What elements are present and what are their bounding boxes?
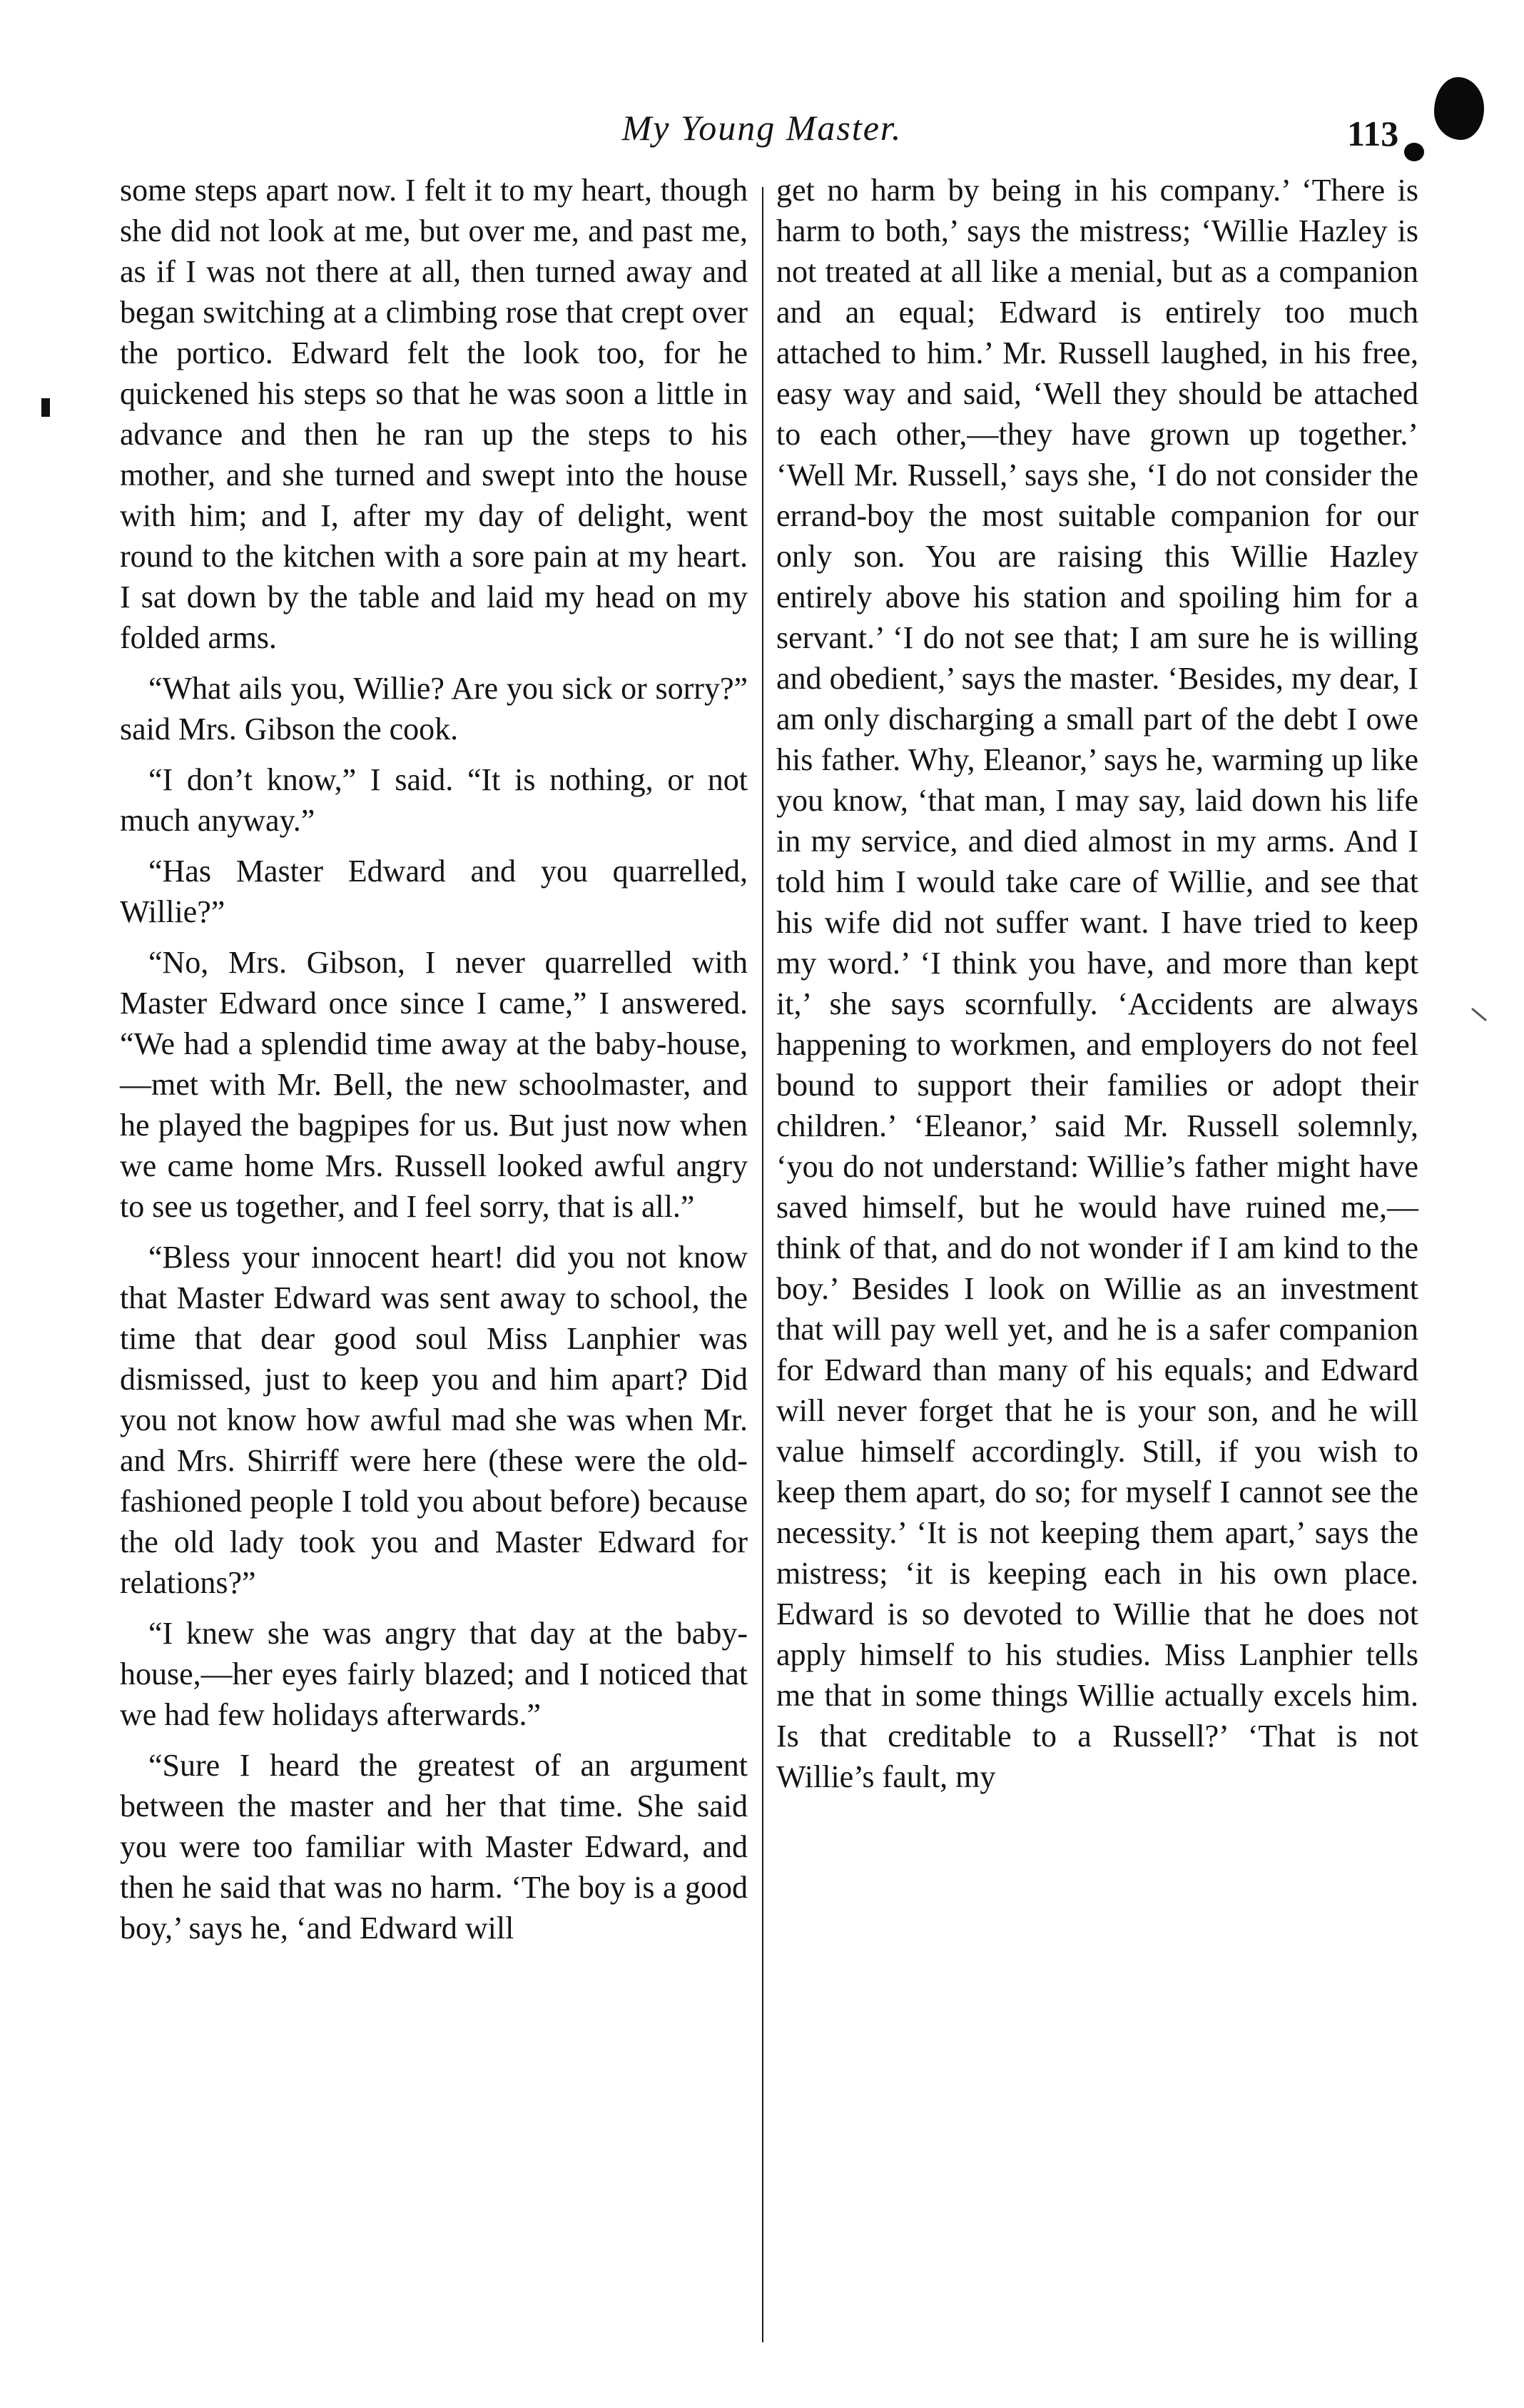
left-column [120, 170, 748, 2368]
page-number: 113 [1347, 113, 1399, 153]
margin-mark [41, 398, 50, 417]
paragraph: “Has Master Edward and you quarrelled, Willie?” [120, 854, 748, 929]
paragraph: “No, Mrs. Gibson, I never quarrelled with Master Edward once since I came,” I answered. “We had a splendid time away at the baby-house,—met with Mr. Bell, the new schoolmaster, and he played the bagpipes for us. But just now when we came home Mrs. Russell looked awful angry to see us together, and I feel sorry, that is all.” [120, 945, 748, 1224]
running-title: My Young Master. [621, 108, 903, 148]
column-divider [762, 187, 763, 2342]
paper-speck [1471, 1008, 1487, 1021]
right-column [776, 170, 1418, 2368]
paragraph: “Bless your innocent heart! did you not know that Master Edward was sent away to school, the time that dear good soul Miss Lanphier was dismissed, just to keep you and him apart? Did you not know how awful mad she was when Mr. and Mrs. Shirriff were here (these were the old-fashioned people I told you about before) because the old lady took you and Master Edward for relations?” [120, 1240, 748, 1600]
paragraph: some steps apart now. I felt it to my heart, though she did not look at me, but over me, and past me, as if I was not there at all, then turned away and began switching at a climbing rose that crept over the portico. Edward felt the look too, for he quickened his steps so that he was soon a little in advance and then he ran up the steps to his mother, and she turned and swept into the house with him; and I, after my day of delight, went round to the kitchen with a sore pain at my heart. I sat down by the table and laid my head on my folded arms. [120, 173, 748, 655]
paragraph: “I don’t know,” I said. “It is nothing, or not much anyway.” [120, 762, 748, 838]
paragraph: “What ails you, Willie? Are you sick or sorry?” said Mrs. Gibson the cook. [120, 671, 748, 747]
paragraph: “I knew she was angry that day at the baby-house,—her eyes fairly blazed; and I noticed that we had few holidays afterwards.” [120, 1616, 748, 1732]
paragraph: “Sure I heard the greatest of an argument between the master and her that time. She said you were too familiar with Master Edward, and then he said that was no harm. ‘The boy is a good boy,’ says he, ‘and Edward will [120, 1748, 748, 1946]
paragraph: get no harm by being in his company.’ ‘There is harm to both,’ says the mistress; ‘Willie Hazley is not treated at all like a menial, but as a companion and an equal; Edward is entirely too much attached to him.’ Mr. Russell laughed, in his free, easy way and said, ‘Well they should be attached to each other,—they have grown up together.’ ‘Well Mr. Russell,’ says she, ‘I do not consider the errand-boy the most suitable companion for our only son. You are raising this Willie Hazley entirely above his station and spoiling him for a servant.’ ‘I do not see that; I am sure he is willing and obedient,’ says the master. ‘Besides, my dear, I am only discharging a small part of the debt I owe his father. Why, Eleanor,’ says he, warming up like you know, ‘that man, I may say, laid down his life in my service, and died almost in my arms. And I told him I would take care of Willie, and see that his wife did not suffer want. I have tried to keep my word.’ ‘I think you have, and more than kept it,’ she says scornfully. ‘Accidents are always happening to workmen, and employers do not feel bound to support their families or adopt their children.’ ‘Eleanor,’ said Mr. Russell solemnly, ‘you do not understand: Willie’s father might have saved himself, but he would have ruined me,—think of that, and do not wonder if I am kind to the boy.’ Besides I look on Willie as an investment that will pay well yet, and he is a safer companion for Edward than many of his equals; and Edward will never forget that he is your son, and he will value himself accordingly. Still, if you wish to keep them apart, do so; for myself I cannot see the necessity.’ ‘It is not keeping them apart,’ says the mistress; ‘it is keeping each in his own place. Edward is so devoted to Willie that he does not apply himself to his studies. Miss Lanphier tells me that in some things Willie actually excels him. Is that creditable to a Russell?’ ‘That is not Willie’s fault, my [776, 173, 1418, 1794]
